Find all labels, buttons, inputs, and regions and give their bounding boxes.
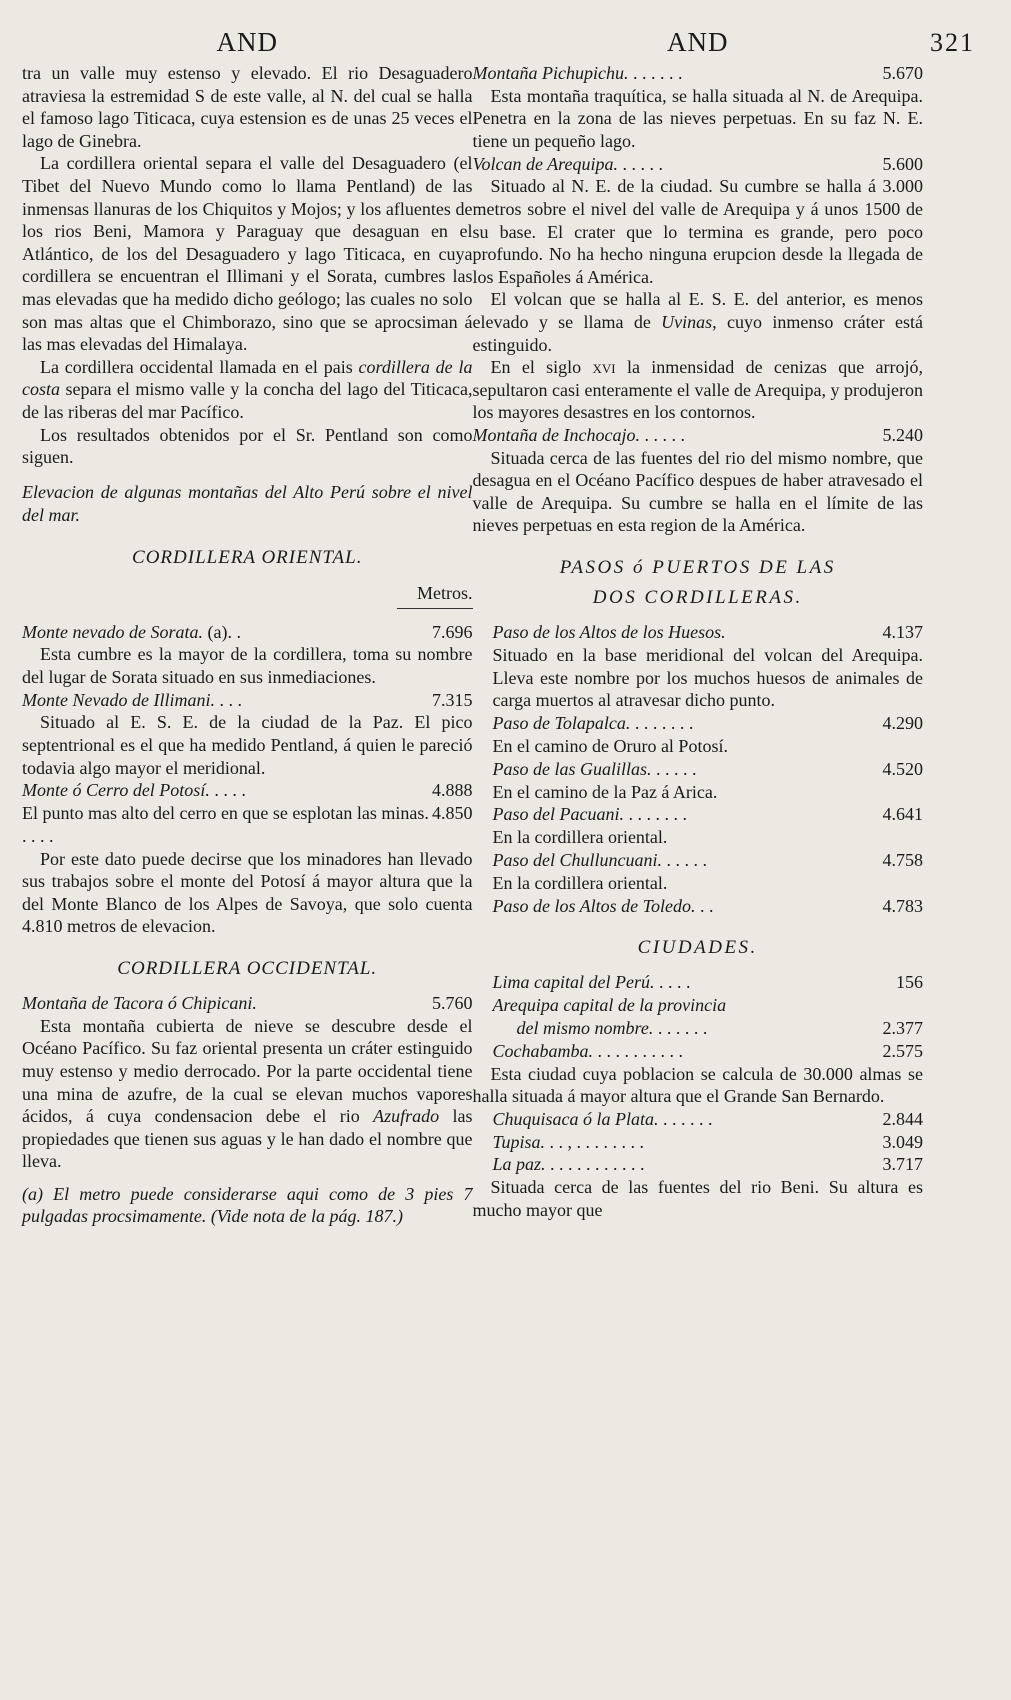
entry-name: Paso de los Altos de Toledo. [492,895,696,916]
entry-desc: Esta montaña traquítica, se halla situada al N. de Arequipa. Penetra en la zona de las nieves perpetuas. En su faz N. E. tiene un pequeño lago. [472,85,923,151]
entry-value: 5.240 [882,424,923,445]
p3-text-b: separa el mismo valle y la concha del lago del Titicaca, de las riberas del mar Pacífico. [22,379,473,422]
running-head-right: AND [667,27,729,57]
entry-desc: Situada cerca de las fuentes del rio Beni. Su altura es mucho mayor que [472,1177,923,1220]
paso-desc: En el camino de Oruro al Potosí. [492,736,728,757]
entry-value: 7.315 [432,689,473,710]
entry-pichupichu [473,62,924,85]
paso-entry [473,849,924,872]
entry-dots: . . . . . [617,153,663,174]
entry-name: Monte nevado de Sorata. [22,621,203,642]
paragraph-resultados: Los resultados obtenidos por el Sr. Pentland son como siguen. [22,424,473,468]
entry-name: del mismo nombre. [516,1018,654,1039]
section-pasos-line1: PASOS ó PUERTOS DE LAS [559,557,836,579]
entry-value: 2.377 [882,1018,923,1039]
entry-value: 3.049 [882,1131,923,1152]
entry-value: 4.641 [882,804,923,825]
paso-entry [473,803,924,826]
entry-value: 2.575 [882,1040,923,1061]
footnote: (a) El metro puede considerarse aqui como de 3 pies 7 pulgadas procsimamente. (Vide nota de la pág. 187.) [22,1183,473,1226]
entry-inchocajo [473,424,924,447]
entry-dots: . . , . . . . . . . . [545,1131,645,1152]
entry-desc: Esta cumbre es la mayor de la cordillera, toma su nombre del lugar de Sorata situado en sus inmediaciones. [22,644,473,688]
entry-tupisa [473,1131,924,1154]
entry-mark: (a). . [202,621,241,642]
entry-name: Paso del Chulluncuani. [492,850,662,871]
entry-name: Lima capital del Perú. [492,972,655,993]
entry-dots: . . . . [209,780,246,801]
entry-dots: . . . . . . [653,1018,708,1039]
uvinas-emphasis: Uvinas [661,311,713,332]
entry-name: Monte ó Cerro del Potosí. [22,780,210,801]
entry-value: 4.888 [432,780,473,801]
unit-rule [397,608,473,609]
paragraph-cordillera-occidental [22,356,473,424]
entry-name: Chuquisaca ó la Plata. [492,1108,659,1129]
tacora-text-b: las propiedades que tienen sus aguas y le han dado el nombre que lleva. [22,1106,473,1172]
entry-value: 2.844 [882,1108,923,1129]
entry-dots: . . . . . [639,424,685,445]
entry-dots: . . . . . . [628,63,683,83]
entry-name: Volcan de Arequipa. [472,153,618,174]
paso-desc: En la cordillera oriental. [492,827,668,848]
siglo-numeral: xvi [592,357,616,378]
entry-name: Paso de Tolapalca. [492,713,631,734]
entry-dots: . . . . [22,825,54,846]
paso-entry [473,712,924,735]
entry-desc: Por este dato puede decirse que los minadores han llevado sus trabajos sobre el monte del Potosí á mayor altura que la del Monte Blanco de los Alpes de Savoya, que solo cuenta 4.810 metros de elevacion. [22,848,473,937]
entry-chuquisaca [473,1108,924,1131]
entry-dots: . . . . . . . [630,713,694,734]
intro-paragraph: tra un valle muy estenso y elevado. El rio Desaguadero atraviesa la estremidad S de este valle, al N. del cual se halla el famoso lago Titicaca, cuya estension es de unas 25 veces el lago de Ginebra. [22,63,473,151]
entry-value: 156 [896,972,923,993]
unit-label: Metros. [417,582,473,603]
tacora-text-a: Esta montaña cubierta de nieve se descubre desde el Océano Pacífico. Su faz oriental presenta un cráter estinguido muy estenso y medio derrocado. Por la parte occidental tiene una mina de azufre, de la cual se elevan muchos vapores ácidos, á cuya condensacion debe el rio [22,1015,473,1127]
entry-name: Paso del Pacuani. [492,804,624,825]
entry-sorata [22,621,473,644]
section-cordillera-occidental: CORDILLERA OCCIDENTAL. [117,958,378,980]
entry-name: Paso de los Altos de los Huesos. [492,622,726,643]
entry-name: Montaña Pichupichu. [472,63,629,83]
paragraph-cordillera-oriental: La cordillera oriental separa el valle del Desaguadero (el Tibet del Nuevo Mundo como lo llama Pentland) de las inmensas llanuras de los Chiquitos y Mojos; y los afluentes de los rios Beni, Mamora y Paraguay que desaguan en el Atlántico, de los del Desaguadero y lago Titicaca, en cuya cordillera se encuentran el Illimani y el Sorata, cumbres las mas elevadas que ha medido dicho geólogo; las cuales no solo son mas altas que el Chimborazo, sino que se aprocsiman á las mas elevadas del Himalaya. [22,153,473,355]
section-pasos-line2: DOS CORDILLERAS. [592,587,803,609]
paragraph-uvinas [473,288,924,356]
entry-name: Montaña de Inchocajo. [472,424,640,445]
entry-value: 4.783 [882,895,923,916]
entry-dots: . . . . . [651,758,697,779]
p3-emphasis: cordillera de la costa [22,356,473,400]
entry-name: Arequipa capital de la provincia [492,995,727,1016]
entry-name: La paz. [492,1154,546,1175]
uvinas-text-a: El volcan que se halla al E. S. E. del anterior, es menos elevado y se llama de [472,289,923,332]
entry-name: Paso de las Gualillas. [492,758,652,779]
entry-tacora [22,992,473,1015]
entry-illimani [22,689,473,712]
section-ciudades: CIUDADES. [637,937,758,959]
paso-entry [473,895,924,918]
siglo-text-b: la inmensidad de cenizas que arrojó, sepultaron casi enteramente el valle de Arequipa, y produjeron los mayores desastres en los contornos. [472,357,923,423]
pasos-list [473,621,924,917]
section-cordillera-oriental: CORDILLERA ORIENTAL. [132,546,363,568]
entry-value: 7.696 [432,621,473,642]
paso-entry [473,621,924,644]
entry-value: 5.600 [882,153,923,174]
table-caption: Elevacion de algunas montañas del Alto Perú sobre el nivel del mar. [22,481,473,525]
entry-value: 4.850 [432,803,473,824]
p3-text-a: La cordillera occidental llamada en el pais [40,356,359,377]
entry-desc [22,1015,473,1173]
siglo-text-a: En el siglo [490,357,593,378]
entry-desc: El punto mas alto del cerro en que se esplotan las minas. [22,803,429,824]
entry-volcan-arequipa [473,153,924,176]
entry-potosi-minas [22,802,473,848]
paso-desc: En el camino de la Paz á Arica. [492,781,718,802]
entry-cochabamba [473,1040,924,1063]
entry-dots: . . . . [654,972,691,993]
paso-desc: Situado en la base meridional del volcan del Arequipa. Lleva este nombre por los muchos huesos de animales de carga muertos al atravesar dicho punto. [492,644,923,711]
entry-value: 5.760 [432,993,473,1014]
entry-value: 4.137 [882,622,923,643]
entry-value: 4.290 [882,713,923,734]
entry-dots: . . . . . . . . . . [593,1040,683,1061]
uvinas-text-b: , cuyo inmenso cráter está estinguido. [472,311,923,355]
entry-dots: . . [695,895,714,916]
entry-name: Tupisa. [492,1131,546,1152]
paso-desc: En la cordillera oriental. [492,872,668,893]
right-column [473,22,924,1227]
paragraph-siglo [473,356,924,424]
entry-potosi [22,779,473,802]
entry-desc: Esta ciudad cuya poblacion se calcula de 30.000 almas se halla situada á mayor altura que el Grande San Bernardo. [472,1063,923,1107]
entry-dots: . . . . . . . [623,804,687,825]
entry-dots: . . . [214,689,242,710]
paso-entry [473,758,924,781]
entry-name: Monte Nevado de Illimani. [22,689,215,710]
entry-la-paz [473,1153,924,1176]
entry-value: 4.758 [882,850,923,871]
running-head-left: AND [216,27,278,57]
entry-dots: . . . . . . . . . . . [545,1154,645,1175]
entry-value: 3.717 [882,1154,923,1175]
entry-arequipa-line2 [473,1017,924,1040]
left-column [22,22,473,1227]
entry-desc: Situado al N. E. de la ciudad. Su cumbre se halla á 3.000 metros sobre el nivel del valle de Arequipa y á unos 1500 de su base. El crater que lo termina es grande, pero poco profundo. No ha hecho ninguna erupcion desde la llegada de los Españoles á América. [472,176,923,287]
tacora-emphasis: Azufrado [373,1106,440,1127]
entry-value: 5.670 [882,63,923,83]
entry-value: 4.520 [882,758,923,779]
entry-lima [473,971,924,994]
entry-name: Montaña de Tacora ó Chipicani. [22,993,257,1014]
entry-desc: Situado al E. S. E. de la ciudad de la Paz. El pico septentrional es el que ha medido Pentland, á quien le pareció todavia algo mayor el meridional. [22,712,473,778]
entry-dots: . . . . . . [658,1108,713,1129]
entry-arequipa-line1 [473,994,924,1017]
entry-desc: Situada cerca de las fuentes del rio del mismo nombre, que desagua en el Océano Pacífico despues de haber atravesado el valle de Arequipa. Su cumbre se halla en el límite de las nieves perpetuas en esta region de la América. [472,447,923,536]
entry-name: Cochabamba. [492,1040,593,1061]
entry-dots: . . . . . [662,850,707,871]
page-number: 321 [930,28,975,57]
